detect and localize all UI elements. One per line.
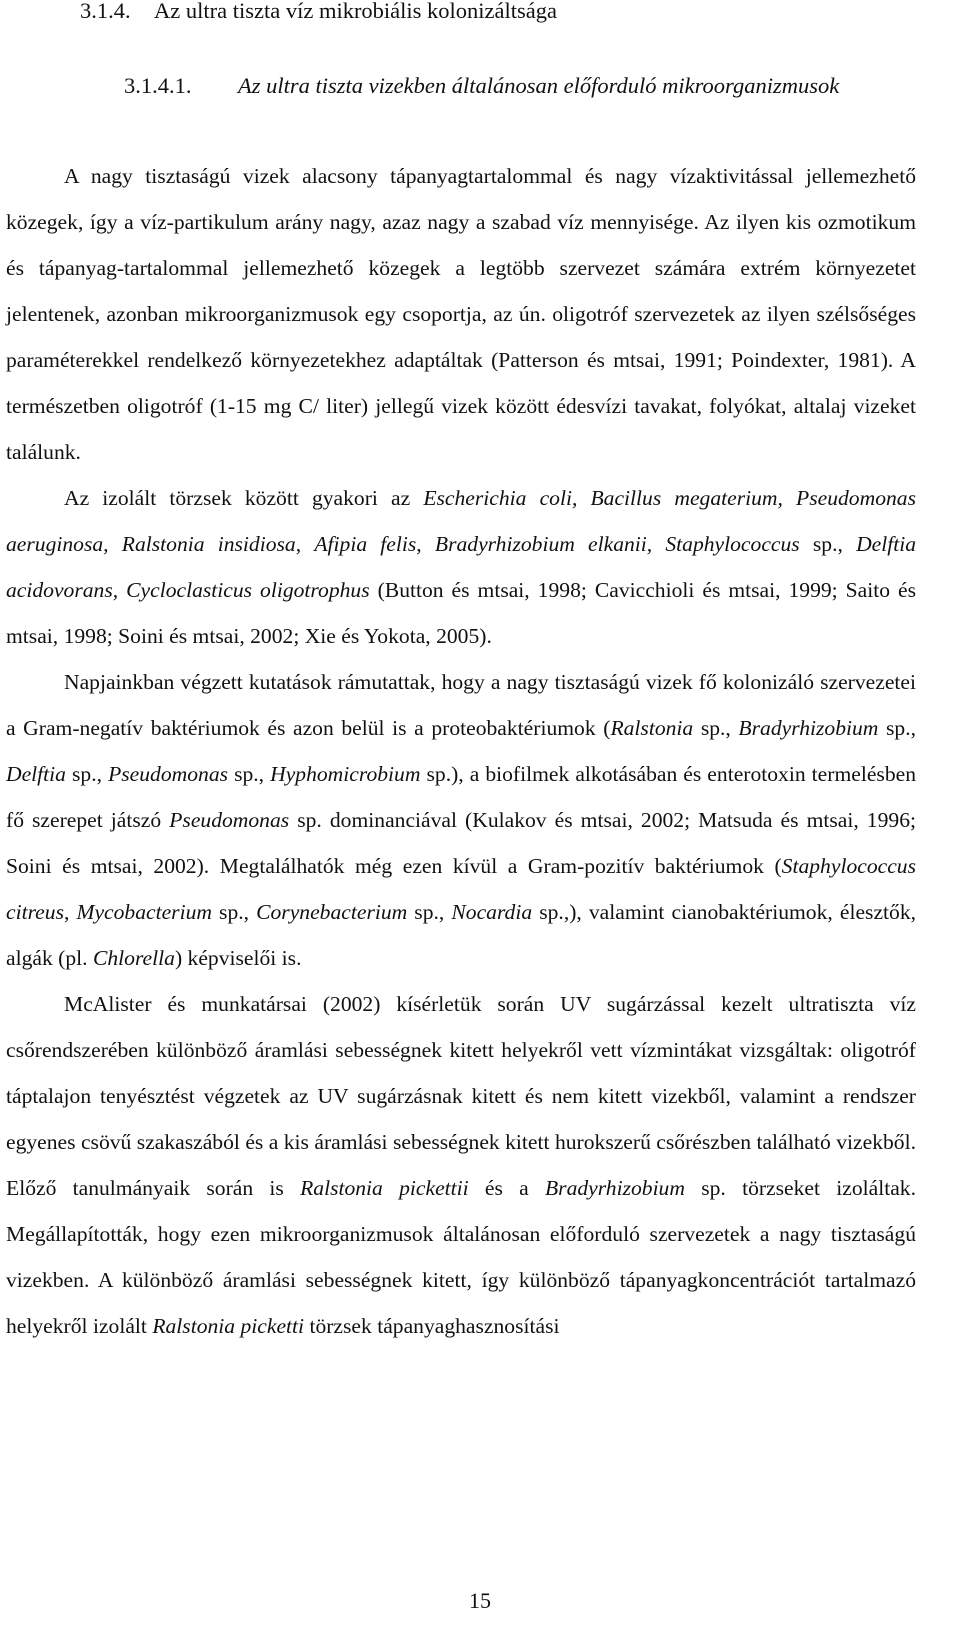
text-run: sp., [228,762,271,786]
italic-term: Staphylococcus citreus [6,854,916,924]
subsection-heading [124,73,839,99]
paragraph [6,475,916,659]
text-run: sp., [878,716,917,740]
italic-term: Chlorella [92,946,175,970]
text-run: és a [468,1176,545,1200]
paragraph [6,659,916,981]
italic-term: Bradyrhizobium elkanii, Staphylococcus [434,532,800,556]
text-run: , [63,900,77,924]
section-heading [80,0,557,24]
text-run [109,532,122,556]
text-run: Az izolált törzsek között gyakori az [64,486,424,510]
text-run: A nagy tisztaságú vizek alacsony tápanyagtartalommal és nagy vízaktivitással jellemezhető közegek, így a víz-partikulum arány nagy, azaz nagy a szabad víz mennyisége. Az ilyen kis ozmotikum és tápanyag-tartalommal jellemezhető közegek a legtöbb szervezet számára extrém környezetet jelentenek, azonban mikroorganizmusok egy csoportja, az ún. oligotróf szervezetek az ilyen szélsőséges paraméterekkel rendelkező környezetekhez adaptáltak (Patterson és mtsai, 1991; Poindexter, 1981). A természetben oligotróf (1-15 mg C/ liter) jellegű vizek között édesvízi tavakat, folyókat, altalaj vizeket találunk. [6,164,916,464]
section-number: 3.1.4. [80,0,131,23]
text-run: törzsek tápanyaghasznosítási [304,1314,560,1338]
italic-term: Nocardia [451,900,533,924]
italic-term: Bradyrhizobium [544,1176,685,1200]
text-run: (Button és mtsai, 1998; Cavicchioli és mtsai, 1999; Saito és mtsai, 1998; Soini és mtsai, 2002; Xie és Yokota, 2005). [6,578,916,648]
italic-term: Delftia [6,762,66,786]
body-text [6,153,916,1349]
italic-term: Mycobacterium [76,900,212,924]
text-run: sp., [693,716,739,740]
text-run: sp.), a biofilmek alkotásában és enterotoxin termelésben fő szerepet játszó [6,762,917,832]
italic-term: Corynebacterium [256,900,408,924]
text-run: sp., [65,762,109,786]
text-run: sp., [211,900,257,924]
text-run: sp., [799,532,857,556]
italic-term: Ralstonia picketti [152,1314,305,1338]
text-run: , [416,532,435,556]
italic-term: Escherichia coli, Bacillus megaterium, Pseudomonas aeruginosa, [6,486,916,556]
italic-term: Pseudomonas [169,808,290,832]
text-run: sp., [407,900,452,924]
italic-term: Afipia felis [314,532,417,556]
subsection-number: 3.1.4.1. [124,73,192,98]
text-run: sp. törzseket izoláltak. Megállapították, hogy ezen mikroorganizmusok általánosan előforduló szervezetek a nagy tisztaságú vizekben. A különböző áramlási sebességnek kitett, így különböző tápanyagkoncentrációt tartalmazó helyekről izolált [6,1176,916,1338]
text-run: sp. dominanciával (Kulakov és mtsai, 2002; Matsuda és mtsai, 1996; Soini és mtsai, 2002). Megtalálhatók még ezen kívül a Gram-pozitív baktériumok ( [6,808,916,878]
text-run: ) képviselői is. [174,946,302,970]
italic-term: Ralstonia pickettii [300,1176,469,1200]
italic-term: Pseudomonas [108,762,229,786]
italic-term: Bradyrhizobium [738,716,879,740]
section-title: Az ultra tiszta víz mikrobiális kolonizáltsága [154,0,558,23]
text-run: Napjainkban végzett kutatások rámutattak, hogy a nagy tisztaságú vizek fő kolonizáló szervezetei a Gram-negatív baktériumok és azon belül is a proteobaktériumok ( [6,670,916,740]
text-run: , [295,532,315,556]
italic-term: Hyphomicrobium [270,762,421,786]
text-run: sp.,), valamint cianobaktériumok, élesztők, algák (pl. [6,900,917,970]
subsection-title: Az ultra tiszta vizekben általánosan előforduló mikroorganizmusok [238,73,840,98]
text-run: McAlister és munkatársai (2002) kísérletük során UV sugárzással kezelt ultratiszta víz csőrendszerében különböző áramlási sebességnek kitett helyekről vett vízmintákat vizsgáltak: oligotróf táptalajon tenyésztést végzetek az UV sugárzásnak kitett és nem kitett vizekből, valamint a rendszer egyenes csövű szakaszából és a kis áramlási sebességnek kitett hurokszerű csőrészben található vizekből. Előző tanulmányaik során is [6,992,916,1200]
italic-term: Ralstonia [610,716,694,740]
italic-term: Delftia acidovorans, Cycloclasticus oligotrophus [6,532,917,602]
paragraph [6,153,916,475]
italic-term: Ralstonia insidiosa [121,532,296,556]
paragraph [6,981,916,1349]
page-number: 15 [469,1588,491,1613]
